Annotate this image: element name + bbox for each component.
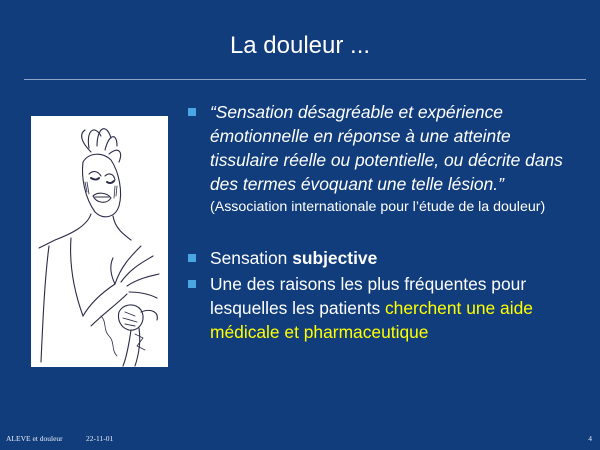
square-bullet-icon <box>188 108 196 116</box>
quote-source: (Association internationale pour l’étude de la douleur) <box>210 199 546 215</box>
bullet-text-plain: Une des raisons les plus fréquentes pour lesquelles les patients <box>210 274 527 318</box>
page-number: 4 <box>588 434 592 443</box>
square-bullet-icon <box>188 280 196 288</box>
footer-title: ALEVE et douleur <box>6 434 63 443</box>
bullet-text-highlight: cherchent une aide médicale et pharmaceutique <box>210 298 533 342</box>
bullet-text-prefix: Sensation <box>210 248 293 268</box>
pain-illustration <box>31 116 168 367</box>
bullet-text-bold: subjective <box>292 248 378 268</box>
definition-quote: “Sensation désagréable et expérience émotionnelle en réponse à une atteinte tissulaire réelle ou potentielle, ou décrite dans des termes évoquant une telle lésion.” <box>210 102 563 194</box>
list-item <box>188 100 583 217</box>
list-item <box>188 272 583 344</box>
pain-sketch-icon <box>31 116 168 367</box>
footer-date: 22-11-01 <box>86 434 114 443</box>
slide-title: La douleur ... <box>229 32 371 59</box>
title-divider <box>24 79 586 80</box>
bullet-text <box>210 246 583 270</box>
bullet-list <box>188 100 583 344</box>
bullet-text <box>210 272 583 344</box>
list-item <box>188 246 583 270</box>
square-bullet-icon <box>188 254 196 262</box>
